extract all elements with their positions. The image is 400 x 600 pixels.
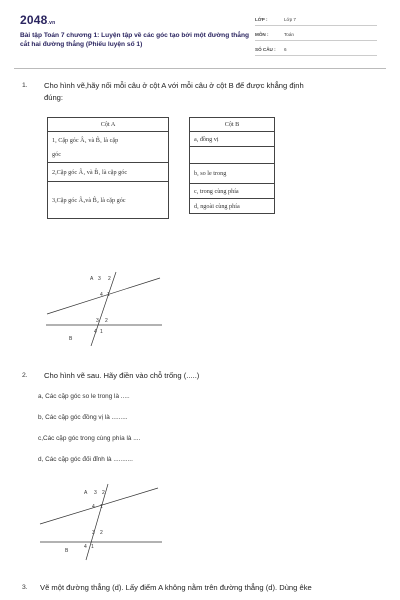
question-3-number: 3.	[22, 584, 28, 591]
angle-a2-label: 2	[102, 490, 105, 496]
angle-a4-label: 4	[92, 504, 95, 510]
column-a-header: Cột A	[48, 118, 169, 132]
column-b-item-a: a, đồng vị	[190, 132, 275, 147]
angle-b3-label: 3	[96, 318, 99, 324]
angle-a2-label: 2	[108, 276, 111, 282]
question-2-item-c: c,Các cặp góc trong cùng phía là ....	[38, 435, 141, 442]
angle-a3-label: 3	[94, 490, 97, 496]
point-b-label: B	[69, 336, 73, 342]
question-count-value: 6	[284, 47, 287, 52]
class-label: LỚP :	[255, 17, 268, 22]
question-2-item-d: d, Các cặp góc đối đỉnh là ...........	[38, 456, 133, 463]
logo-text: 2048	[20, 13, 48, 27]
angle-a4-label: 4	[100, 292, 103, 298]
point-b-label: B	[65, 548, 69, 554]
question-1-number: 1.	[22, 82, 28, 89]
question-count-label: SỐ CÂU :	[255, 47, 276, 52]
question-1-text-line2: đúng:	[44, 93, 64, 102]
angle-a1-label: 1	[107, 292, 110, 298]
column-b-item-d: d, ngoài cùng phía	[190, 199, 275, 214]
document-title: Bài tập Toán 7 chương 1: Luyện tập về các góc tạo bởi một đường thẳng cắt hai đường thẳng (Phiếu luyện số 1)	[20, 32, 250, 49]
column-a-item-1	[48, 132, 169, 163]
angle-a3-label: 3	[98, 276, 101, 282]
logo-suffix: .vn	[47, 20, 56, 26]
question-1-text-line1: Cho hình vẽ,hãy nối mỗi câu ở cột A với mỗi câu ở cột B để được khẳng định	[44, 81, 304, 90]
page-header	[0, 0, 400, 66]
column-b-empty	[190, 147, 275, 164]
column-a-item-2: 2,Cặp góc Â₁ và B̂₁ là cặp góc	[48, 163, 169, 182]
question-2-number: 2.	[22, 372, 28, 379]
class-value: Lớp 7	[284, 17, 296, 22]
column-a-item-1-line1: 1, Cặp góc Â₁ và B̂₁ là cặp	[52, 136, 119, 144]
meta-divider	[255, 40, 377, 41]
column-b-header: Cột B	[190, 118, 275, 132]
question-2-item-b: b, Các cặp góc đồng vị là .........	[38, 414, 128, 421]
column-b-item-c: c, trong cùng phía	[190, 184, 275, 199]
meta-divider	[255, 25, 377, 26]
meta-divider	[255, 55, 377, 56]
column-a-item-3: 3,Cặp góc Â₃và B̂₂ là cặp góc	[48, 182, 169, 219]
column-b-table	[189, 117, 275, 214]
angle-b3-label: 3	[92, 530, 95, 536]
transversal-figure-2	[36, 482, 166, 562]
transversal-figure-1	[42, 268, 172, 346]
point-a-label: A	[90, 276, 94, 282]
angle-b1-label: 1	[100, 329, 103, 335]
header-divider	[14, 68, 386, 69]
angle-b2-label: 2	[100, 530, 103, 536]
angle-a1-label: 1	[100, 504, 103, 510]
subject-label: MÔN :	[255, 32, 269, 37]
site-logo[interactable]	[20, 13, 55, 27]
column-b-item-b: b, so le trong	[190, 164, 275, 184]
line-a	[40, 488, 158, 524]
question-3-text: Vẽ một đường thẳng (d). Lấy điểm A không nằm trên đường thẳng (d). Dùng êke	[40, 583, 312, 592]
angle-b4-label: 4	[94, 329, 97, 335]
point-a-label: A	[84, 490, 88, 496]
question-2-item-a: a, Các cặp góc so le trong là .....	[38, 393, 130, 400]
column-a-item-1-line2: góc	[52, 150, 61, 158]
angle-b1-label: 1	[91, 544, 94, 550]
angle-b4-label: 4	[84, 544, 87, 550]
question-2-text: Cho hình vẽ sau. Hãy điền vào chỗ trống (.....)	[44, 371, 200, 380]
column-a-table	[47, 117, 169, 219]
angle-b2-label: 2	[105, 318, 108, 324]
subject-value: Toán	[284, 32, 294, 37]
